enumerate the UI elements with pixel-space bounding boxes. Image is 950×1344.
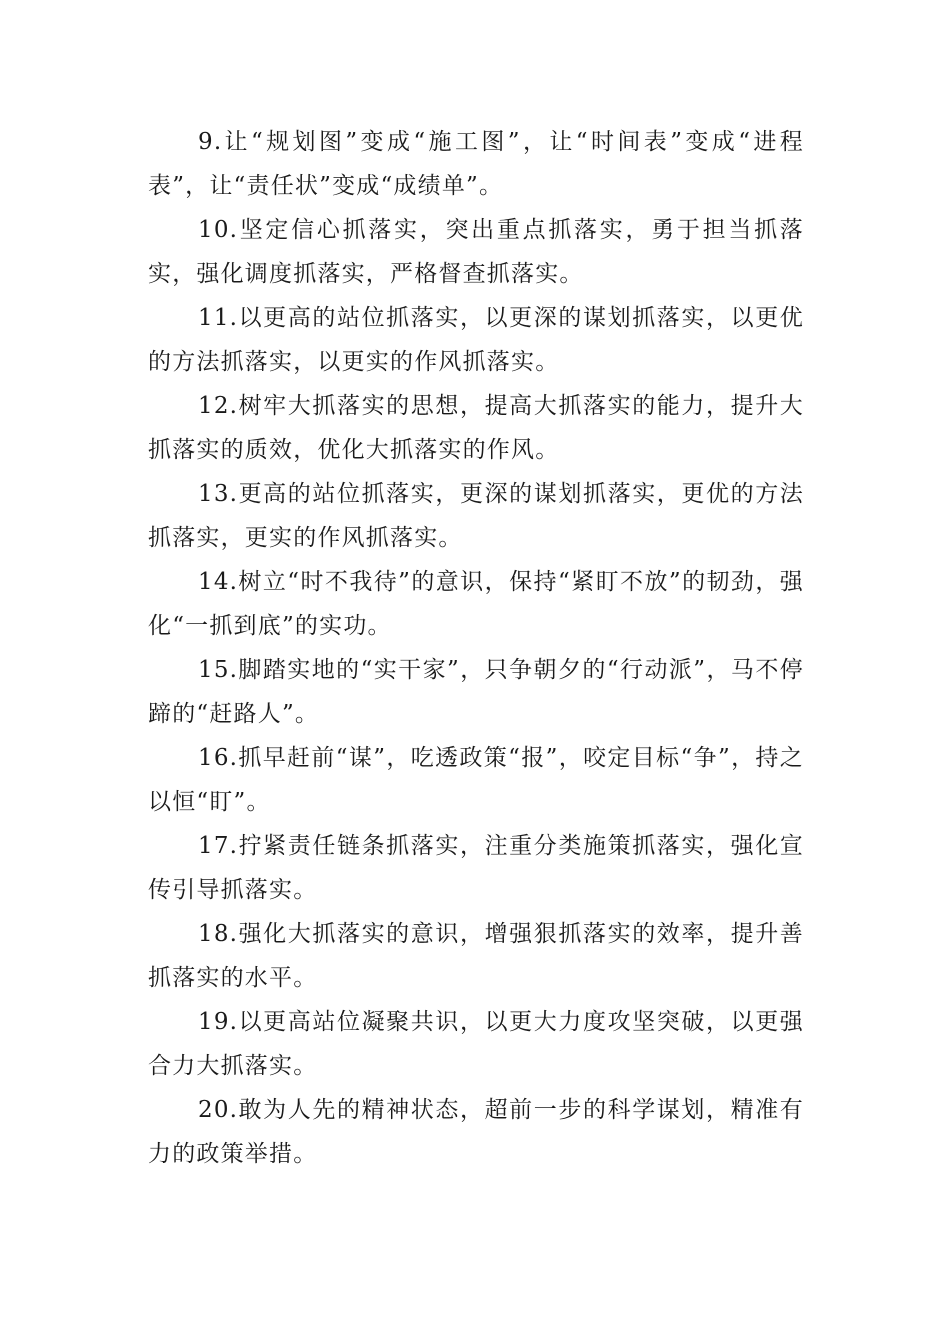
paragraph-11: 11.以更高的站位抓落实，以更深的谋划抓落实，以更优的方法抓落实，以更实的作风抓落实。 [148, 305, 804, 375]
paragraph-20: 20.敢为人先的精神状态，超前一步的科学谋划，精准有力的政策举措。 [148, 1097, 804, 1167]
paragraph-13: 13.更高的站位抓落实，更深的谋划抓落实，更优的方法抓落实，更实的作风抓落实。 [148, 481, 804, 551]
paragraph-14: 14.树立“时不我待”的意识，保持“紧盯不放”的韧劲，强化“一抓到底”的实功。 [148, 569, 804, 639]
paragraph-15: 15.脚踏实地的“实干家”，只争朝夕的“行动派”，马不停蹄的“赶路人”。 [148, 657, 804, 727]
paragraph-12: 12.树牢大抓落实的思想，提高大抓落实的能力，提升大抓落实的质效，优化大抓落实的作风。 [148, 393, 804, 463]
paragraph-9: 9.让“规划图”变成“施工图”，让“时间表”变成“进程表”，让“责任状”变成“成绩单”。 [148, 129, 804, 199]
paragraph-18: 18.强化大抓落实的意识，增强狠抓落实的效率，提升善抓落实的水平。 [148, 921, 804, 991]
paragraph-19: 19.以更高站位凝聚共识，以更大力度攻坚突破，以更强合力大抓落实。 [148, 1009, 804, 1079]
paragraph-16: 16.抓早赶前“谋”，吃透政策“报”，咬定目标“争”，持之以恒“盯”。 [148, 745, 804, 815]
document-page [148, 120, 804, 1176]
paragraph-10: 10.坚定信心抓落实，突出重点抓落实，勇于担当抓落实，强化调度抓落实，严格督查抓落实。 [148, 217, 804, 287]
paragraph-17: 17.拧紧责任链条抓落实，注重分类施策抓落实，强化宣传引导抓落实。 [148, 833, 804, 903]
